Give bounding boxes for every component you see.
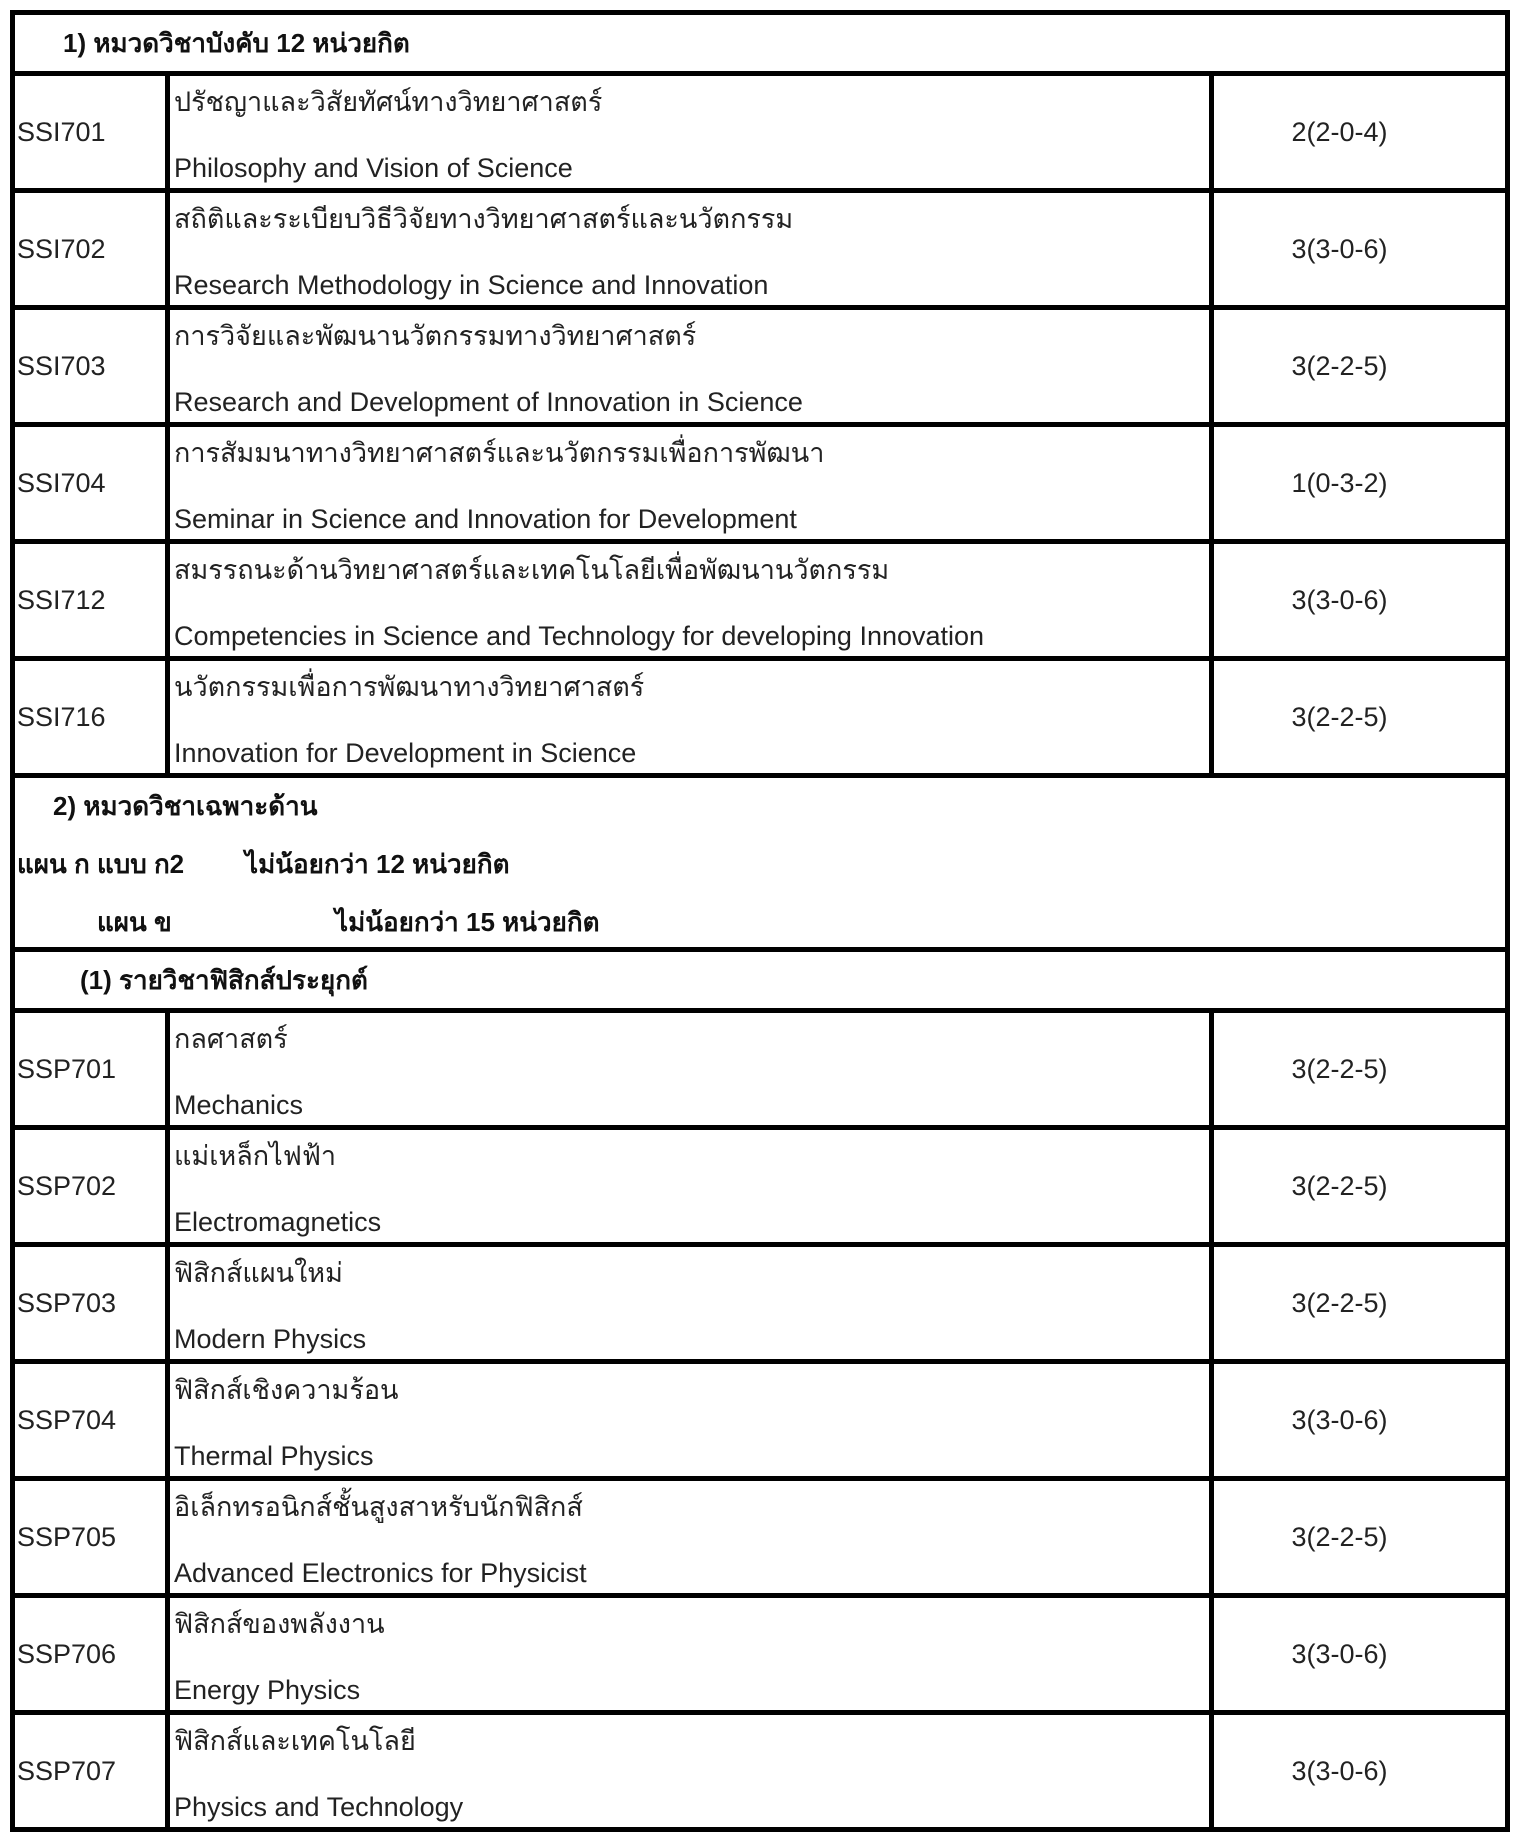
course-name-english: Electromagnetics bbox=[174, 1207, 382, 1237]
course-name-english: Energy Physics bbox=[174, 1675, 361, 1705]
course-name bbox=[170, 1364, 1214, 1476]
course-row bbox=[15, 661, 1505, 778]
plan-a-label: แผน ก แบบ ก2 bbox=[17, 849, 185, 879]
course-row bbox=[15, 1598, 1505, 1715]
subsection1-rows bbox=[15, 1013, 1505, 1832]
course-row bbox=[15, 427, 1505, 544]
course-credits: 3(2-2-5) bbox=[1291, 1521, 1388, 1552]
course-code: SSI703 bbox=[15, 310, 170, 422]
course-name bbox=[170, 544, 1214, 656]
plan-b-credits: ไม่น้อยกว่า 15 หน่วยกิต bbox=[335, 907, 600, 937]
course-name-thai: ฟิสิกส์เชิงความร้อน bbox=[174, 1375, 399, 1405]
course-name-english: Research and Development of Innovation in Science bbox=[174, 387, 803, 417]
course-code: SSP707 bbox=[15, 1715, 170, 1827]
course-name-thai: ฟิสิกส์และเทคโนโลยี bbox=[174, 1726, 416, 1756]
course-name-english: Physics and Technology bbox=[174, 1792, 464, 1822]
course-code: SSP704 bbox=[15, 1364, 170, 1476]
course-name-english: Mechanics bbox=[174, 1090, 304, 1120]
section2-title: 2) หมวดวิชาเฉพาะด้าน bbox=[53, 791, 318, 821]
course-name-english: Thermal Physics bbox=[174, 1441, 374, 1471]
course-name bbox=[170, 661, 1214, 773]
course-code: SSI716 bbox=[15, 661, 170, 773]
course-row bbox=[15, 1481, 1505, 1598]
course-credits: 3(2-2-5) bbox=[1291, 1170, 1388, 1201]
course-credits: 3(2-2-5) bbox=[1291, 350, 1388, 381]
course-row bbox=[15, 1247, 1505, 1364]
course-name-thai: กลศาสตร์ bbox=[174, 1024, 288, 1054]
plan-b-label: แผน ข bbox=[97, 907, 172, 937]
course-name bbox=[170, 76, 1214, 188]
course-name-english: Competencies in Science and Technology for developing Innovation bbox=[174, 621, 985, 651]
course-name-thai: ฟิสิกส์ของพลังงาน bbox=[174, 1609, 385, 1639]
plan-a-credits: ไม่น้อยกว่า 12 หน่วยกิต bbox=[245, 849, 510, 879]
course-row bbox=[15, 310, 1505, 427]
course-name bbox=[170, 193, 1214, 305]
course-name-thai: นวัตกรรมเพื่อการพัฒนาทางวิทยาศาสตร์ bbox=[174, 672, 645, 702]
course-name-thai: การวิจัยและพัฒนานวัตกรรมทางวิทยาศาสตร์ bbox=[174, 321, 697, 351]
course-credits: 3(3-0-6) bbox=[1291, 584, 1388, 615]
course-name-english: Innovation for Development in Science bbox=[174, 738, 637, 768]
course-code: SSI702 bbox=[15, 193, 170, 305]
course-name-thai: ปรัชญาและวิสัยทัศน์ทางวิทยาศาสตร์ bbox=[174, 87, 603, 117]
course-name bbox=[170, 310, 1214, 422]
course-credits: 3(3-0-6) bbox=[1291, 1404, 1388, 1435]
course-name bbox=[170, 1715, 1214, 1827]
course-code: SSP703 bbox=[15, 1247, 170, 1359]
course-name-thai: อิเล็กทรอนิกส์ชั้นสูงสาหรับนักฟิสิกส์ bbox=[174, 1492, 583, 1522]
course-name bbox=[170, 427, 1214, 539]
course-credits: 1(0-3-2) bbox=[1291, 467, 1388, 498]
course-name bbox=[170, 1598, 1214, 1710]
subsection1-title: (1) รายวิชาฟิสิกส์ประยุกต์ bbox=[80, 964, 368, 995]
section1-rows bbox=[15, 76, 1505, 778]
course-name bbox=[170, 1247, 1214, 1359]
course-name bbox=[170, 1013, 1214, 1125]
course-name-english: Philosophy and Vision of Science bbox=[174, 153, 573, 183]
course-credits: 2(2-0-4) bbox=[1291, 116, 1388, 147]
course-row bbox=[15, 1364, 1505, 1481]
course-code: SSI701 bbox=[15, 76, 170, 188]
course-credits: 3(2-2-5) bbox=[1291, 1287, 1388, 1318]
course-name-thai: ฟิสิกส์แผนใหม่ bbox=[174, 1258, 343, 1288]
course-name-thai: การสัมมนาทางวิทยาศาสตร์และนวัตกรรมเพื่อการพัฒนา bbox=[174, 438, 825, 468]
course-credits: 3(2-2-5) bbox=[1291, 1053, 1388, 1084]
course-code: SSP705 bbox=[15, 1481, 170, 1593]
course-code: SSP701 bbox=[15, 1013, 170, 1125]
course-row bbox=[15, 1715, 1505, 1832]
subsection1-header bbox=[15, 952, 1505, 1013]
course-name bbox=[170, 1481, 1214, 1593]
course-credits: 3(2-2-5) bbox=[1291, 701, 1388, 732]
course-code: SSI712 bbox=[15, 544, 170, 656]
course-row bbox=[15, 193, 1505, 310]
course-row bbox=[15, 544, 1505, 661]
course-code: SSP702 bbox=[15, 1130, 170, 1242]
course-name-english: Advanced Electronics for Physicist bbox=[174, 1558, 587, 1588]
course-row bbox=[15, 1130, 1505, 1247]
section1-header bbox=[15, 15, 1505, 76]
course-code: SSI704 bbox=[15, 427, 170, 539]
course-code: SSP706 bbox=[15, 1598, 170, 1710]
course-name-thai: สถิติและระเบียบวิธีวิจัยทางวิทยาศาสตร์และนวัตกรรม bbox=[174, 204, 794, 234]
course-name bbox=[170, 1130, 1214, 1242]
section1-title: 1) หมวดวิชาบังคับ 12 หน่วยกิต bbox=[63, 27, 410, 58]
course-row bbox=[15, 1013, 1505, 1130]
section2-header bbox=[15, 778, 1505, 952]
course-name-english: Seminar in Science and Innovation for Development bbox=[174, 504, 797, 534]
course-credits: 3(3-0-6) bbox=[1291, 233, 1388, 264]
course-name-thai: แม่เหล็กไฟฟ้า bbox=[174, 1141, 337, 1171]
course-credits: 3(3-0-6) bbox=[1291, 1755, 1388, 1786]
course-name-thai: สมรรถนะด้านวิทยาศาสตร์และเทคโนโลยีเพื่อพัฒนานวัตกรรม bbox=[174, 555, 890, 585]
course-name-english: Modern Physics bbox=[174, 1324, 367, 1354]
course-name-english: Research Methodology in Science and Innovation bbox=[174, 270, 769, 300]
curriculum-table bbox=[10, 10, 1510, 1832]
course-row bbox=[15, 76, 1505, 193]
course-credits: 3(3-0-6) bbox=[1291, 1638, 1388, 1669]
